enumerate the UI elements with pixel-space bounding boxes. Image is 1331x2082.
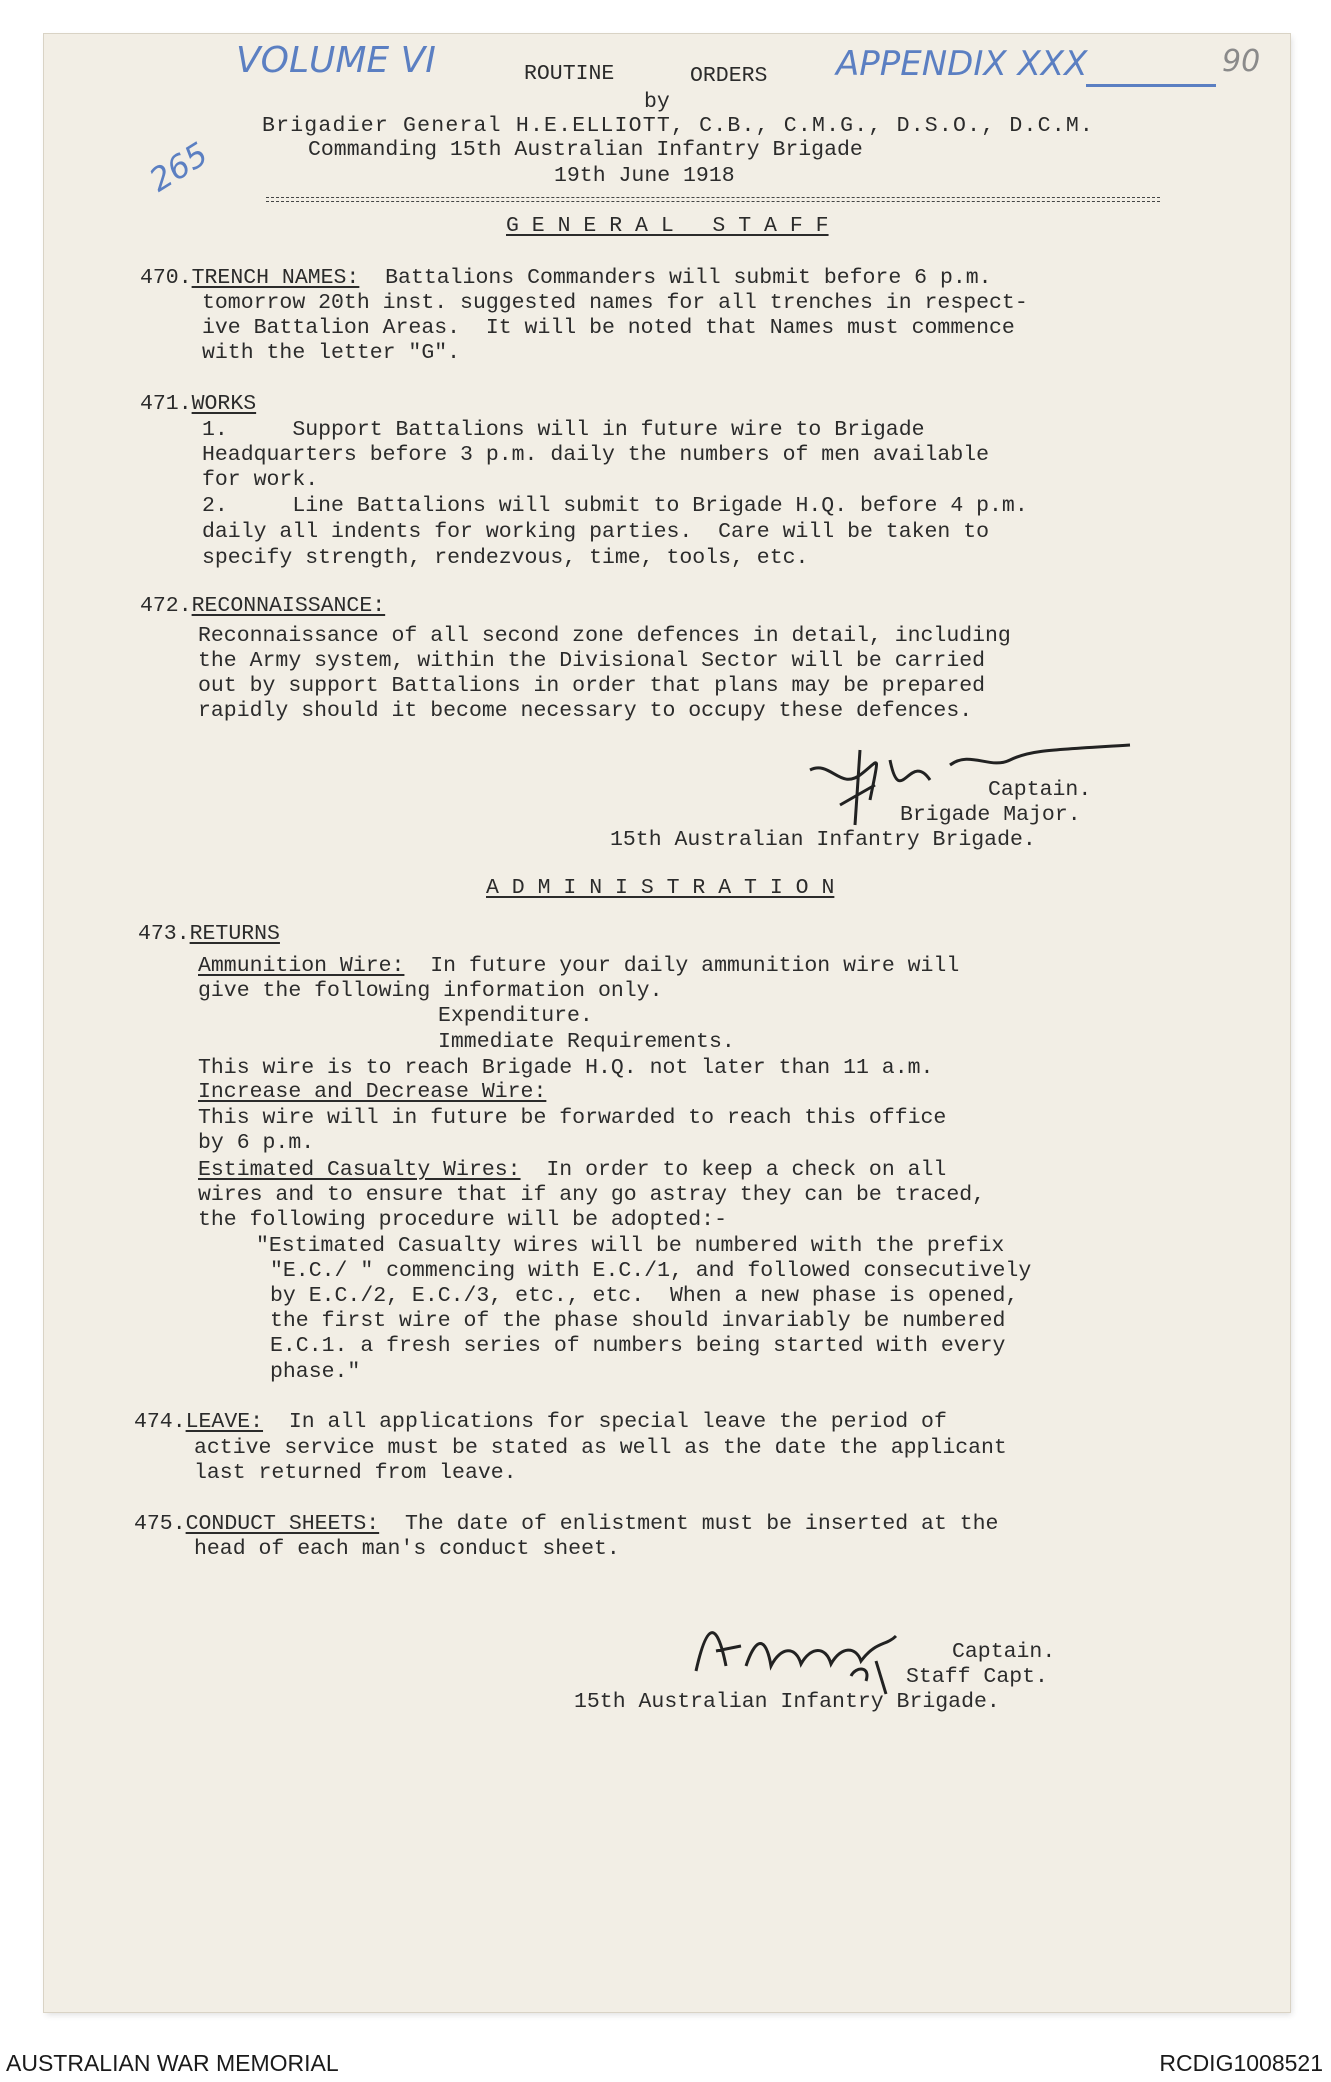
order-title: CONDUCT SHEETS: xyxy=(185,1512,380,1536)
sc-role: Staff Capt. xyxy=(906,1665,1048,1689)
order-text: In all applications for special leave the period of xyxy=(263,1410,947,1434)
order-line: This wire is to reach Brigade H.Q. not later than 11 a.m. xyxy=(198,1056,934,1080)
order-title: RETURNS xyxy=(189,922,280,946)
order-line: last returned from leave. xyxy=(194,1461,517,1485)
order-number: 474. xyxy=(134,1410,186,1434)
appendix-annotation: APPENDIX XXX xyxy=(836,44,1088,84)
order-line: Immediate Requirements. xyxy=(438,1030,735,1054)
order-line: This wire will in future be forwarded to reach this office xyxy=(198,1106,947,1130)
order-line: active service must be stated as well as the date the applicant xyxy=(194,1436,1007,1460)
header-date: 19th June 1918 xyxy=(554,164,735,188)
sc-rank: Captain. xyxy=(952,1640,1056,1664)
page-number-annotation: 90 xyxy=(1222,44,1261,79)
quote-line: E.C.1. a fresh series of numbers being started with every xyxy=(270,1334,1006,1358)
header-command: Commanding 15th Australian Infantry Brigade xyxy=(308,138,863,162)
order-line: Expenditure. xyxy=(438,1004,593,1028)
bm-role: Brigade Major. xyxy=(900,803,1081,827)
order-line: daily all indents for working parties. Care will be taken to xyxy=(202,520,990,544)
bm-rank: Captain. xyxy=(988,778,1092,802)
footer-id: RCDIG1008521 xyxy=(1159,2050,1323,2076)
order-line: 1. Support Battalions will in future wire to Brigade xyxy=(202,418,925,442)
quote-line: by E.C./2, E.C./3, etc., etc. When a new phase is opened, xyxy=(270,1284,1019,1308)
bm-unit: 15th Australian Infantry Brigade. xyxy=(610,828,1036,852)
order-number: 475. xyxy=(134,1512,186,1536)
order-line: the following procedure will be adopted:- xyxy=(198,1208,727,1232)
order-line: tomorrow 20th inst. suggested names for all trenches in respect- xyxy=(202,291,1028,315)
quote-line: phase." xyxy=(270,1360,361,1384)
casualty-text: In order to keep a check on all xyxy=(520,1158,947,1182)
order-number: 472. xyxy=(140,594,192,618)
order-line: the Army system, within the Divisional Sector will be carried xyxy=(198,649,986,673)
header-divider xyxy=(266,197,1160,202)
quote-line: the first wire of the phase should invariably be numbered xyxy=(270,1309,1006,1333)
ammo-text: In future your daily ammunition wire will xyxy=(404,954,960,978)
general-staff-heading: G E N E R A L S T A F F xyxy=(506,214,829,238)
footer-source: AUSTRALIAN WAR MEMORIAL xyxy=(6,2050,339,2076)
incdec-title: Increase and Decrease Wire: xyxy=(198,1080,547,1104)
sc-unit: 15th Australian Infantry Brigade. xyxy=(574,1690,1000,1714)
order-line: wires and to ensure that if any go astray they can be traced, xyxy=(198,1183,986,1207)
header-author: Brigadier General H.E.ELLIOTT, C.B., C.M.G., D.S.O., D.C.M. xyxy=(262,114,1095,138)
order-title: RECONNAISSANCE: xyxy=(191,594,386,618)
order-line: head of each man's conduct sheet. xyxy=(194,1537,620,1561)
quote-line: "Estimated Casualty wires will be numbered with the prefix xyxy=(256,1234,1005,1258)
order-number: 470. xyxy=(140,266,192,290)
order-number: 471. xyxy=(140,392,192,416)
title-orders: ORDERS xyxy=(690,64,768,88)
order-title: TRENCH NAMES: xyxy=(191,266,360,290)
folio-number: 265 xyxy=(142,134,215,200)
order-line: Reconnaissance of all second zone defences in detail, including xyxy=(198,624,1011,648)
header-by: by xyxy=(644,90,670,114)
order-line: out by support Battalions in order that plans may be prepared xyxy=(198,674,986,698)
order-title: LEAVE: xyxy=(185,1410,264,1434)
order-line: rapidly should it become necessary to occupy these defences. xyxy=(198,699,973,723)
volume-annotation: VOLUME VI xyxy=(236,40,436,81)
order-line: with the letter "G". xyxy=(202,341,461,365)
casualty-title: Estimated Casualty Wires: xyxy=(198,1158,521,1182)
order-title: WORKS xyxy=(191,392,257,416)
administration-heading: A D M I N I S T R A T I O N xyxy=(486,876,835,900)
title-routine: ROUTINE xyxy=(524,62,615,86)
quote-line: "E.C./ " commencing with E.C./1, and followed consecutively xyxy=(270,1259,1032,1283)
order-text: The date of enlistment must be inserted at the xyxy=(379,1512,999,1536)
ammo-title: Ammunition Wire: xyxy=(198,954,405,978)
order-line: specify strength, rendezvous, time, tools, etc. xyxy=(202,546,809,570)
order-line: for work. xyxy=(202,468,319,492)
appendix-underline xyxy=(1086,84,1216,87)
order-line: Headquarters before 3 p.m. daily the numbers of men available xyxy=(202,443,990,467)
order-line: 2. Line Battalions will submit to Brigade H.Q. before 4 p.m. xyxy=(202,494,1028,518)
order-text: Battalions Commanders will submit before 6 p.m. xyxy=(359,266,992,290)
order-number: 473. xyxy=(138,922,190,946)
order-line: by 6 p.m. xyxy=(198,1131,315,1155)
order-line: ive Battalion Areas. It will be noted that Names must commence xyxy=(202,316,1015,340)
order-line: give the following information only. xyxy=(198,979,663,1003)
